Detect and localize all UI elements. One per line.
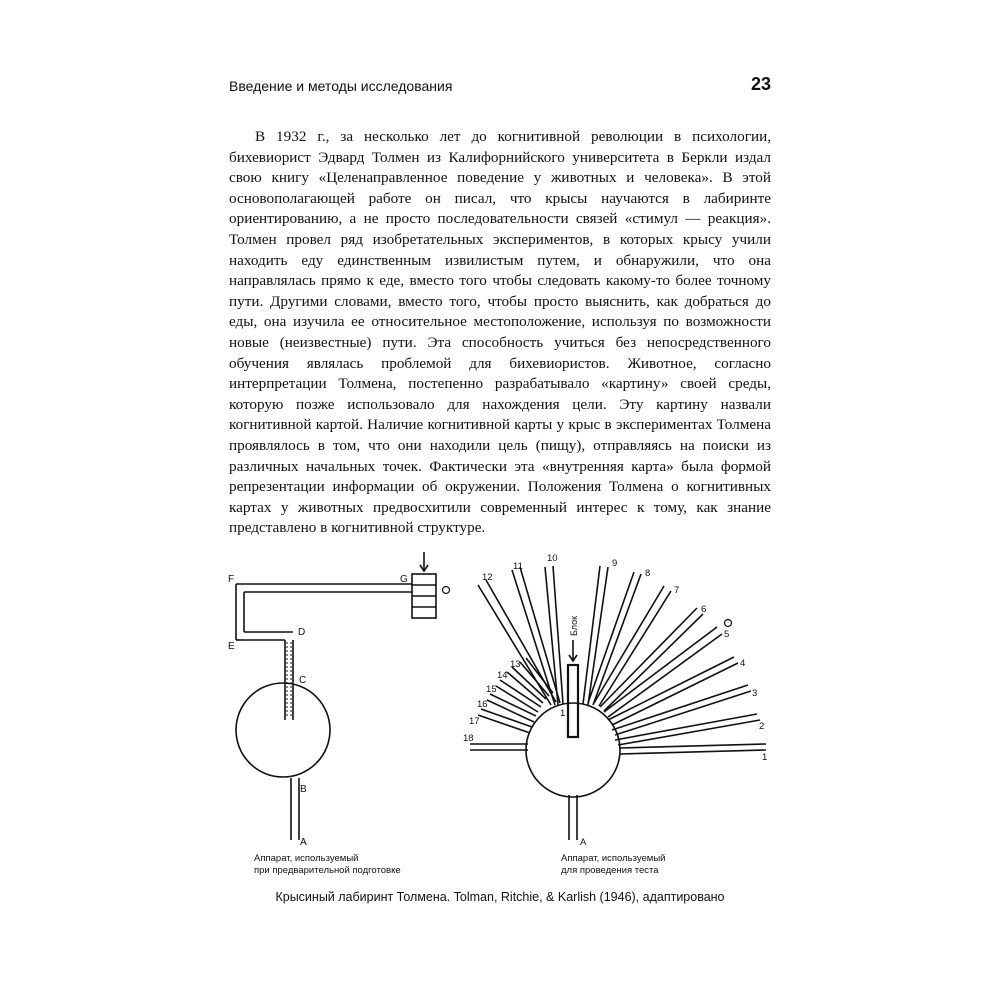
label-path-16: 16 — [477, 699, 488, 710]
label-path-center: 1 — [560, 708, 566, 719]
label-c: C — [299, 675, 307, 686]
label-a-right: A — [580, 837, 587, 848]
caption-left-line-2: при предварительной подготовке — [254, 865, 401, 876]
label-path-11: 11 — [513, 561, 523, 572]
caption-test-apparatus — [561, 853, 761, 877]
test-apparatus — [470, 566, 766, 840]
page-number: 23 — [750, 74, 771, 94]
label-path-13: 13 — [510, 659, 521, 670]
training-apparatus — [236, 552, 450, 840]
caption-right-line-1: Аппарат, используемый — [561, 853, 666, 864]
caption-left-line-1: Аппарат, используемый — [254, 853, 359, 864]
tolman-maze-figure — [215, 548, 785, 853]
figure-caption: Крысиный лабиринт Толмена. Tolman, Ritchie, & Karlish (1946), адаптировано — [275, 890, 725, 904]
label-block: Блок — [569, 615, 579, 636]
label-path-14: 14 — [497, 670, 508, 681]
label-path-8: 8 — [645, 568, 651, 579]
label-path-9: 9 — [612, 558, 618, 569]
caption-right-line-2: для проведения теста — [561, 865, 659, 876]
body-paragraph: В 1932 г., за несколько лет до когнитивной революции в психологии, бихевиорист Эдвард Толмен из Калифорнийского университета в Беркли издал свою книгу «Целенаправленное поведение у животных и человека». В этой основополагающей работе он писал, что крысы научаются в лабиринте ориентированию, а не просто последовательности связей «стимул — реакция». Толмен провел ряд изобретательных экспериментов, в которых крысу учили находить еду единственным извилистым путем, и обнаружили, что она направлялась прямо к еде, вместо того чтобы следовать какому-то более точному пути. Другими словами, вместо того, чтобы просто выяснить, как добраться до еды, она изучила ее относительное местоположение, используя по возможности новые (неизвестные) пути. Эта способность учиться без непосредственного обучения являлась проблемой для бихевиористов. Животное, согласно интерпретации Толмена, постепенно разрабатывало «картину» своей среды, которую позже использовало для нахождения цели. Эту картину назвали когнитивной картой. Наличие когнитивной карты у крыс в экспериментах Толмена проявлялось в том, что они находили цель (пищу), отправляясь на поиски из различных начальных точек. Фактически эта «внутренняя карта» была формой репрезентации информации об окружении. Положения Толмена о когнитивных картах у животных предвосхитили современный интерес к тому, как знание представлено в когнитивной структуре. — [229, 128, 771, 537]
label-a-left: A — [300, 837, 307, 848]
label-d: D — [298, 627, 306, 638]
label-path-3: 3 — [752, 688, 758, 699]
label-path-15: 15 — [486, 684, 497, 695]
label-e: E — [228, 641, 235, 652]
label-path-4: 4 — [740, 658, 746, 669]
label-b: B — [300, 784, 307, 795]
label-path-7: 7 — [674, 585, 680, 596]
label-path-18: 18 — [463, 733, 474, 744]
label-path-1: 1 — [762, 752, 768, 763]
label-g: G — [400, 574, 408, 585]
label-f: F — [228, 574, 235, 585]
label-path-2: 2 — [759, 721, 765, 732]
label-path-17: 17 — [469, 716, 480, 727]
label-path-12: 12 — [482, 572, 493, 583]
running-header — [229, 76, 771, 98]
label-path-10: 10 — [547, 553, 558, 564]
label-path-6: 6 — [701, 604, 707, 615]
caption-training-apparatus — [254, 853, 454, 877]
label-path-5: 5 — [724, 629, 730, 640]
section-title: Введение и методы исследования — [229, 78, 453, 94]
